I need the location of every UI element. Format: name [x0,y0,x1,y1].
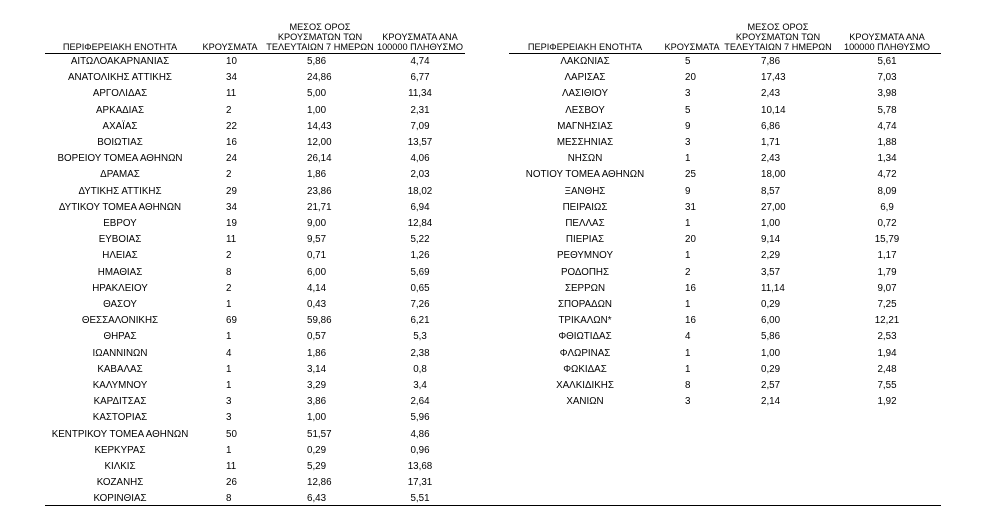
avg7-cell: 3,57 [761,266,781,278]
avg7-cell: 6,86 [761,120,781,132]
table-row [45,313,465,329]
per100k-cell: 7,03 [877,72,897,84]
cases-cell: 16 [226,137,237,149]
table-header-row [509,0,941,54]
table-body-left [45,54,465,508]
cases-cell: 2 [226,250,232,262]
table-row [45,70,465,86]
per100k-cell: 2,31 [410,104,430,116]
table-row [509,70,941,86]
avg7-cell: 1,86 [307,347,327,359]
table-row [45,394,465,410]
avg7-cell: 5,29 [307,461,327,473]
per100k-cell: 2,38 [410,347,430,359]
region-cell: ΛΑΚΩΝΙΑΣ [560,56,610,67]
cases-cell: 34 [226,72,237,84]
avg7-cell: 9,57 [307,234,327,246]
table-row [509,248,941,264]
cases-cell: 1 [226,444,232,456]
right-table-panel [509,0,941,410]
cases-cell: 8 [226,266,232,278]
avg7-cell: 1,00 [761,347,781,359]
table-row [509,135,941,151]
avg7-cell: 3,86 [307,396,327,408]
per100k-cell: 3,4 [413,380,427,392]
table-row [509,119,941,135]
table-row [45,200,465,216]
region-cell: ΠΕΙΡΑΙΩΣ [562,201,608,213]
table-row [509,232,941,248]
cases-cell: 1 [685,363,691,375]
table-row [45,86,465,102]
cases-table-right [509,0,941,410]
avg7-cell: 0,71 [307,250,327,262]
region-cell: ΛΑΣΙΘΙΟΥ [561,88,609,100]
column-header-cases: ΚΡΟΥΣΜΑΤΑ [195,0,265,54]
per100k-cell: 7,25 [877,299,897,311]
table-row [45,297,465,313]
per100k-cell: 4,74 [877,120,897,132]
avg7-cell: 6,00 [761,315,781,327]
cases-cell: 5 [685,56,691,67]
region-cell: ΑΧΑΪΑΣ [102,120,138,132]
region-cell: ΡΕΘΥΜΝΟΥ [557,250,613,262]
column-header-per100k: ΚΡΟΥΣΜΑΤΑ ΑΝΑ 100000 ΠΛΗΘΥΣΜΟ [833,0,941,54]
per100k-cell: 0,96 [410,444,430,456]
per100k-cell: 1,34 [877,153,897,165]
region-cell: ΣΕΡΡΩΝ [564,282,606,294]
cases-cell: 19 [226,218,237,230]
avg7-cell: 1,71 [761,137,781,149]
avg7-cell: 3,14 [307,363,327,375]
cases-cell: 2 [226,169,232,181]
table-row [45,346,465,362]
avg7-cell: 17,43 [761,72,786,84]
cases-cell: 10 [226,56,237,67]
table-row [509,329,941,345]
table-row [45,378,465,394]
table-row [509,362,941,378]
cases-cell: 1 [226,299,232,311]
region-cell: ΘΗΡΑΣ [103,331,137,343]
cases-cell: 31 [685,201,696,213]
avg7-cell: 6,43 [307,493,327,505]
per100k-cell: 5,69 [410,266,430,278]
cases-cell: 16 [685,282,696,294]
avg7-cell: 24,86 [307,72,332,84]
table-row [45,362,465,378]
avg7-cell: 10,14 [761,104,786,116]
cases-cell: 3 [226,396,232,408]
table-header-row [45,0,465,54]
region-cell: ΑΝΑΤΟΛΙΚΗΣ ΑΤΤΙΚΗΣ [68,72,172,84]
region-cell: ΠΙΕΡΙΑΣ [565,234,605,246]
table-row [509,167,941,183]
cases-cell: 20 [685,72,696,84]
region-cell: ΛΕΣΒΟΥ [565,104,605,116]
avg7-cell: 0,29 [761,299,781,311]
region-cell: ΚΟΡΙΝΘΙΑΣ [93,493,147,505]
region-cell: ΚΟΖΑΝΗΣ [96,477,144,489]
avg7-cell: 8,57 [761,185,781,197]
table-row [45,329,465,345]
avg7-cell: 21,71 [307,201,332,213]
avg7-cell: 23,86 [307,185,332,197]
table-row [45,248,465,264]
cases-cell: 1 [685,218,691,230]
cases-cell: 3 [226,412,232,424]
table-row [509,54,941,71]
region-cell: ΑΙΤΩΛΟΑΚΑΡΝΑΝΙΑΣ [70,56,170,67]
per100k-cell: 8,09 [877,185,897,197]
table-body-right [509,54,941,411]
per100k-cell: 0,8 [413,363,427,375]
table-row [45,232,465,248]
column-header-avg7: ΜΕΣΟΣ ΟΡΟΣ ΚΡΟΥΣΜΑΤΩΝ ΤΩΝ ΤΕΛΕΥΤΑΙΩΝ 7 ΗΜΕΡΩΝ [265,0,375,54]
region-cell: ΔΥΤΙΚΟΥ ΤΟΜΕΑ ΑΘΗΝΩΝ [58,201,182,213]
region-cell: ΚΕΡΚΥΡΑΣ [94,444,146,456]
avg7-cell: 14,43 [307,120,332,132]
region-cell: ΦΛΩΡΙΝΑΣ [559,347,611,359]
per100k-cell: 1,26 [410,250,430,262]
avg7-cell: 12,00 [307,137,332,149]
region-cell: ΔΡΑΜΑΣ [100,169,140,181]
per100k-cell: 12,21 [874,315,900,327]
per100k-cell: 2,53 [877,331,897,343]
avg7-cell: 12,86 [307,477,332,489]
table-row [45,216,465,232]
cases-cell: 2 [685,266,691,278]
table-row [509,151,941,167]
region-cell: ΔΥΤΙΚΗΣ ΑΤΤΙΚΗΣ [78,185,162,197]
region-cell: ΚΙΛΚΙΣ [104,461,136,473]
table-row [45,184,465,200]
region-cell: ΕΒΡΟΥ [103,218,137,230]
avg7-cell: 1,00 [307,412,327,424]
table-bottom-rule [45,505,941,506]
region-cell: ΗΛΕΙΑΣ [102,250,138,262]
column-header-per100k: ΚΡΟΥΣΜΑΤΑ ΑΝΑ 100000 ΠΛΗΘΥΣΜΟ [375,0,465,54]
avg7-cell: 6,00 [307,266,327,278]
per100k-cell: 7,55 [877,380,897,392]
per100k-cell: 2,03 [410,169,430,181]
region-cell: ΝΗΣΩΝ [567,153,603,165]
per100k-cell: 1,79 [877,266,897,278]
avg7-cell: 1,00 [761,218,781,230]
cases-cell: 25 [685,169,696,181]
region-cell: ΚΑΣΤΟΡΙΑΣ [92,412,148,424]
per100k-cell: 1,92 [877,396,897,408]
per100k-cell: 5,78 [877,104,897,116]
cases-cell: 1 [685,347,691,359]
avg7-cell: 11,14 [761,282,785,294]
avg7-cell: 2,43 [761,88,781,100]
avg7-cell: 27,00 [761,201,786,213]
per100k-cell: 2,48 [877,363,897,375]
per100k-cell: 11,34 [408,88,432,100]
table-row [45,410,465,426]
per100k-cell: 7,26 [410,299,430,311]
per100k-cell: 12,84 [407,218,433,230]
per100k-cell: 4,06 [410,153,430,165]
region-cell: ΧΑΛΚΙΔΙΚΗΣ [556,380,614,392]
per100k-cell: 6,77 [410,72,430,84]
per100k-cell: 17,31 [407,477,433,489]
cases-cell: 1 [685,153,691,165]
table-row [509,346,941,362]
per100k-cell: 4,86 [410,428,430,440]
per100k-cell: 13,57 [407,137,433,149]
region-cell: ΡΟΔΟΠΗΣ [560,266,610,278]
avg7-cell: 3,29 [307,380,327,392]
table-row [509,281,941,297]
avg7-cell: 5,86 [307,56,327,67]
per100k-cell: 2,64 [410,396,430,408]
cases-cell: 29 [226,185,237,197]
avg7-cell: 5,00 [307,88,327,100]
region-cell: ΝΟΤΙΟΥ ΤΟΜΕΑ ΑΘΗΝΩΝ [525,169,645,181]
table-row [45,475,465,491]
cases-cell: 69 [226,315,237,327]
cases-cell: 1 [685,250,691,262]
cases-cell: 1 [226,363,232,375]
per100k-cell: 5,61 [877,56,897,67]
avg7-cell: 59,86 [307,315,332,327]
avg7-cell: 4,14 [307,282,327,294]
region-cell: ΚΕΝΤΡΙΚΟΥ ΤΟΜΕΑ ΑΘΗΝΩΝ [51,428,189,440]
per100k-cell: 9,07 [877,282,897,294]
region-cell: ΚΑΒΑΛΑΣ [97,363,143,375]
avg7-cell: 2,57 [761,380,781,392]
cases-cell: 11 [226,234,237,246]
per100k-cell: 6,9 [880,201,894,213]
table-row [509,265,941,281]
per100k-cell: 6,21 [410,315,430,327]
table-row [509,378,941,394]
avg7-cell: 2,29 [761,250,781,262]
region-cell: ΦΩΚΙΔΑΣ [563,363,607,375]
cases-cell: 3 [685,137,691,149]
avg7-cell: 7,86 [761,56,781,67]
cases-cell: 1 [685,299,691,311]
cases-cell: 50 [226,428,237,440]
cases-cell: 22 [226,120,237,132]
table-row [45,459,465,475]
avg7-cell: 2,14 [761,396,781,408]
cases-cell: 26 [226,477,237,489]
per100k-cell: 5,96 [410,412,430,424]
per100k-cell: 5,3 [413,331,427,343]
region-cell: ΒΟΙΩΤΙΑΣ [97,137,143,149]
table-row [45,443,465,459]
left-table-panel [45,0,465,508]
table-row [509,86,941,102]
per100k-cell: 0,72 [877,218,897,230]
cases-table-left [45,0,465,508]
table-row [509,394,941,410]
table-row [45,119,465,135]
avg7-cell: 0,29 [307,444,327,456]
region-cell: ΘΑΣΟΥ [103,299,137,311]
region-cell: ΞΑΝΘΗΣ [564,185,606,197]
per100k-cell: 1,94 [877,347,897,359]
cases-cell: 5 [685,104,691,116]
table-row [509,297,941,313]
per100k-cell: 1,17 [877,250,897,262]
per100k-cell: 18,02 [407,185,433,197]
avg7-cell: 1,86 [307,169,327,181]
avg7-cell: 1,00 [307,104,327,116]
per100k-cell: 3,98 [877,88,897,100]
cases-cell: 9 [685,120,691,132]
region-cell: ΤΡΙΚΑΛΩΝ* [558,315,612,327]
avg7-cell: 51,57 [307,428,332,440]
cases-cell: 20 [685,234,696,246]
per100k-cell: 6,94 [410,201,430,213]
cases-cell: 34 [226,201,237,213]
avg7-cell: 0,57 [307,331,327,343]
per100k-cell: 15,79 [874,234,900,246]
table-row [45,135,465,151]
cases-cell: 4 [226,347,232,359]
cases-cell: 11 [226,461,237,473]
avg7-cell: 18,00 [761,169,786,181]
cases-cell: 4 [685,331,691,343]
cases-cell: 3 [685,396,691,408]
region-cell: ΜΕΣΣΗΝΙΑΣ [556,137,614,149]
per100k-cell: 5,51 [410,493,430,505]
per100k-cell: 4,74 [410,56,430,67]
table-row [509,103,941,119]
avg7-cell: 2,43 [761,153,781,165]
cases-cell: 9 [685,185,691,197]
region-cell: ΚΑΡΔΙΤΣΑΣ [93,396,147,408]
cases-cell: 1 [226,331,232,343]
column-header-region: ΠΕΡΙΦΕΡΕΙΑΚΗ ΕΝΟΤΗΤΑ [509,0,661,54]
per100k-cell: 4,72 [877,169,897,181]
cases-cell: 16 [685,315,696,327]
table-row [509,184,941,200]
table-row [509,313,941,329]
cases-cell: 2 [226,104,232,116]
table-row [45,265,465,281]
table-row [45,103,465,119]
region-cell: ΑΡΚΑΔΙΑΣ [96,104,144,116]
per100k-cell: 5,22 [410,234,430,246]
region-cell: ΛΑΡΙΣΑΣ [564,72,606,84]
region-cell: ΦΘΙΩΤΙΔΑΣ [558,331,612,343]
per100k-cell: 0,65 [410,282,430,294]
region-cell: ΧΑΝΙΩΝ [566,396,604,408]
cases-cell: 24 [226,153,237,165]
table-row [509,216,941,232]
column-header-avg7: ΜΕΣΟΣ ΟΡΟΣ ΚΡΟΥΣΜΑΤΩΝ ΤΩΝ ΤΕΛΕΥΤΑΙΩΝ 7 ΗΜΕΡΩΝ [723,0,833,54]
column-header-region: ΠΕΡΙΦΕΡΕΙΑΚΗ ΕΝΟΤΗΤΑ [45,0,195,54]
cases-cell: 8 [226,493,232,505]
region-cell: ΘΕΣΣΑΛΟΝΙΚΗΣ [81,315,159,327]
table-row [45,281,465,297]
table-row [45,427,465,443]
region-cell: ΒΟΡΕΙΟΥ ΤΟΜΕΑ ΑΘΗΝΩΝ [57,153,183,165]
region-cell: ΗΡΑΚΛΕΙΟΥ [92,282,148,294]
region-cell: ΑΡΓΟΛΙΔΑΣ [92,88,148,100]
avg7-cell: 5,86 [761,331,781,343]
avg7-cell: 9,14 [761,234,781,246]
table-row [45,54,465,71]
cases-cell: 2 [226,282,232,294]
table-row [45,167,465,183]
cases-cell: 8 [685,380,691,392]
avg7-cell: 9,00 [307,218,327,230]
per100k-cell: 13,68 [407,461,433,473]
region-cell: ΜΑΓΝΗΣΙΑΣ [557,120,613,132]
per100k-cell: 7,09 [410,120,430,132]
table-row [45,151,465,167]
region-cell: ΚΑΛΥΜΝΟΥ [92,380,148,392]
avg7-cell: 0,29 [761,363,781,375]
cases-cell: 3 [685,88,691,100]
per100k-cell: 1,88 [877,137,897,149]
region-cell: ΙΩΑΝΝΙΝΩΝ [92,347,148,359]
column-header-cases: ΚΡΟΥΣΜΑΤΑ [661,0,723,54]
cases-cell: 1 [226,380,232,392]
region-cell: ΕΥΒΟΙΑΣ [98,234,142,246]
cases-cell: 11 [226,88,237,100]
region-cell: ΠΕΛΛΑΣ [565,218,605,230]
table-row [509,200,941,216]
avg7-cell: 0,43 [307,299,327,311]
region-cell: ΗΜΑΘΙΑΣ [97,266,143,278]
region-cell: ΣΠΟΡΑΔΩΝ [557,299,613,311]
avg7-cell: 26,14 [307,153,332,165]
